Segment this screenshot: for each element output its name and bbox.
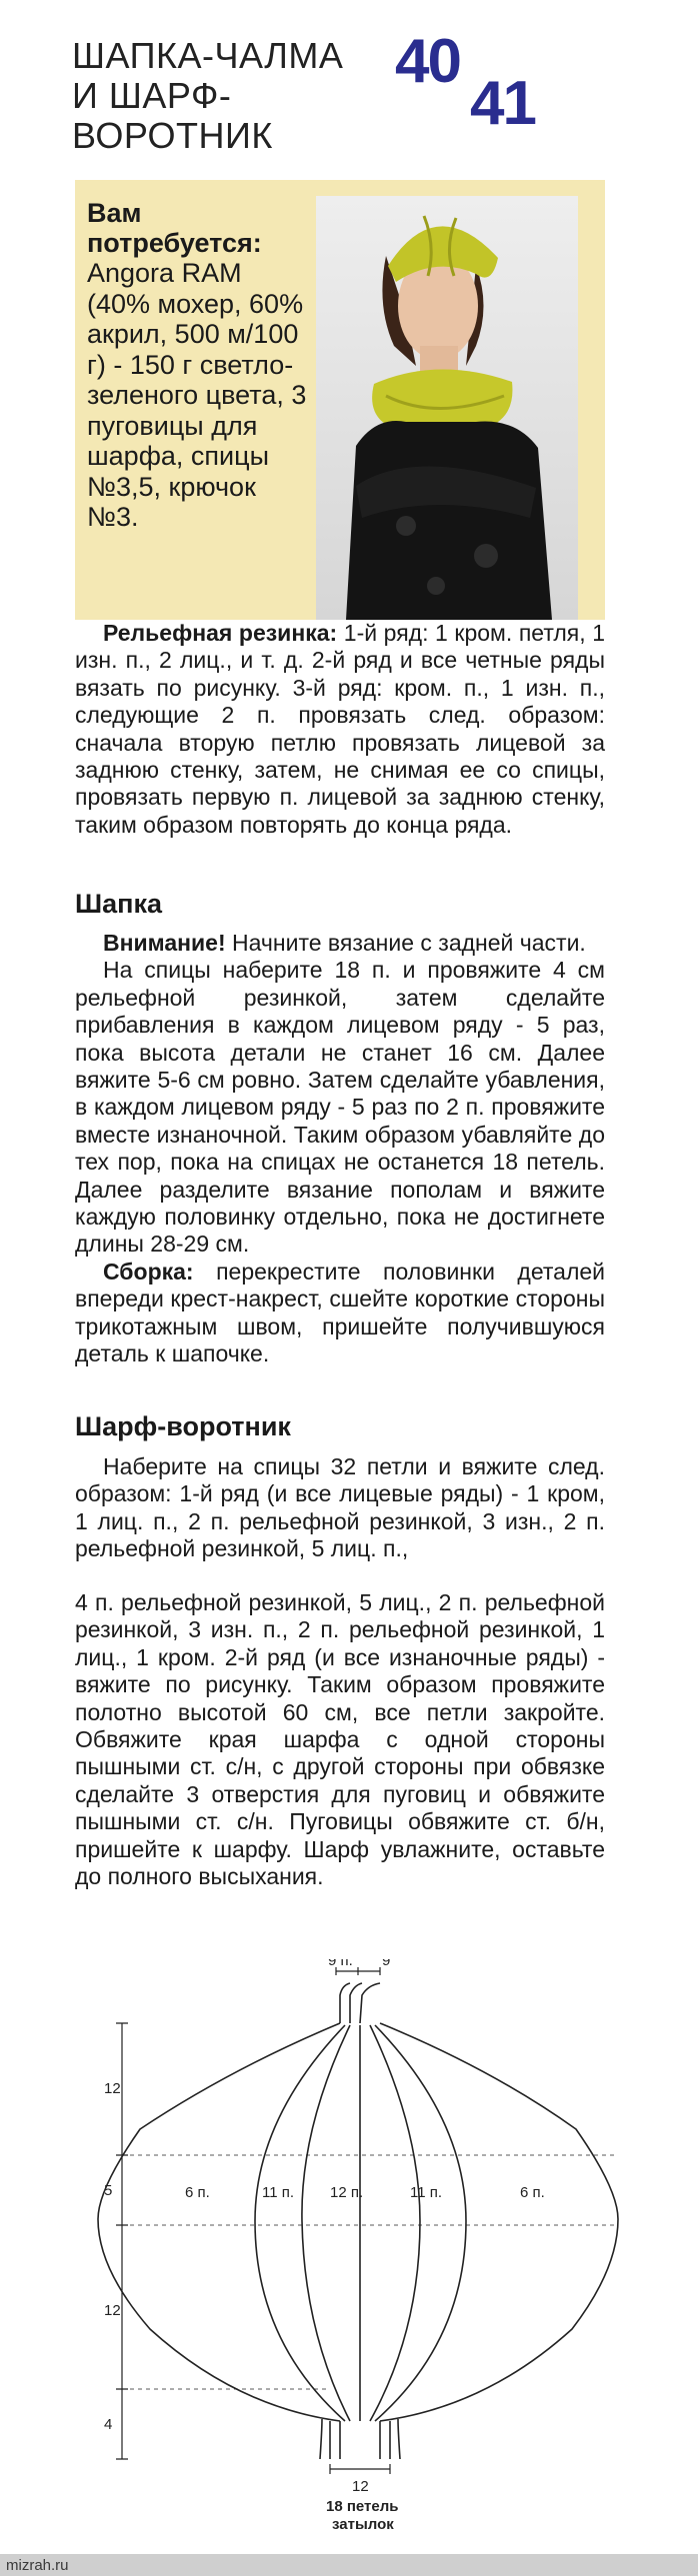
page-title [72, 36, 372, 156]
diagram-bottom-caption-2: затылок [332, 2516, 394, 2533]
attention-text: Начните вязание с задней части. [232, 930, 586, 956]
diagram-left-label-1: 12 [104, 2080, 121, 2097]
diagram-top-label-2: 9 [382, 1959, 391, 1969]
diagram-row-label-4: 11 п. [410, 2184, 443, 2201]
diagram-row-label-2: 11 п. [262, 2184, 295, 2201]
scarf-text-2: 4 п. рельефной резинкой, 5 лиц., 2 п. рельефной резинкой, 3 изн. п., 2 п. рельефной резинкой, 1 лиц., 1 кром. 2-й ряд (и все изнаночные ряды) - вяжите по рисунку. Таким образом провяжите полотно высотой 60 см, все петли закройте. Обвяжите края шарфа с одной стороны пышными ст. с/н, с другой стороны при обвязке сделайте 3 отверстия для пуговиц и обвяжите пышными ст. с/н. Пуговицы обвяжите ст. б/н, пришейте к шарфу. Шарф увлажните, оставьте до полного высыхания. [75, 1589, 605, 1890]
scarf-paragraph-part2 [75, 1589, 605, 1890]
hat-paragraphs [75, 930, 605, 1368]
hat-pattern-diagram [0, 1959, 698, 2559]
assembly-label: Сборка: [103, 1258, 194, 1285]
diagram-left-label-3: 12 [104, 2302, 121, 2319]
scarf-text-1: Наберите на спицы 32 петли и вяжите след. образом: 1-й ряд (и все лицевые ряды) - 1 кром, 1 лиц. п., 2 п. рельефной резинкой, 3 изн., 2 п. рельефной резинкой, 5 лиц. п., [75, 1453, 605, 1562]
rib-stitch-paragraph [75, 620, 605, 839]
footer-site-link[interactable]: mizrah.ru [6, 2557, 69, 2574]
materials-text: Angora RAM (40% мохер, 60% акрил, 500 м/100 г) - 150 г светло-зеленого цвета, 3 пуговицы для шарфа, спицы №3,5, крючок №3. [87, 258, 307, 532]
pattern-diagram-svg [0, 1959, 698, 2559]
title-line-3: ВОРОТНИК [72, 115, 273, 156]
scarf-heading: Шарф-воротник [75, 1411, 291, 1441]
diagram-bottom-caption-1: 18 петель [326, 2498, 399, 2515]
footer-bar [0, 2554, 698, 2576]
pattern-number-top: 40 [395, 27, 460, 96]
model-photo [316, 196, 578, 620]
diagram-row-label-1: 6 п. [185, 2184, 210, 2201]
title-line-2: И ШАРФ- [72, 75, 232, 116]
assembly-text: перекрестите половинки деталей впереди крест-накрест, сшейте короткие стороны трикотажным швом, пришейте получившуюся деталь к шапочке. [75, 1258, 606, 1367]
diagram-row-label-5: 6 п. [520, 2184, 545, 2201]
hat-attention [75, 930, 605, 957]
title-line-1: ШАПКА-ЧАЛМА [72, 35, 344, 76]
materials-title: Вам потребуется: [87, 198, 262, 258]
attention-label: Внимание! [103, 930, 226, 956]
diagram-top-label-1: 9 п. [328, 1959, 353, 1969]
hat-main-text: На спицы наберите 18 п. и провяжите 4 см рельефной резинкой, затем сделайте прибавления в каждом лицевом ряду - 5 раз, пока высота детали не станет 16 см. Далее вяжите 5-6 см ровно. Затем сделайте убавления, в каждом лицевом ряду - 5 раз по 2 п. провяжите вместе изнаночной. Таким образом убавляйте до тех пор, пока на спицах не останется 18 петель. Далее разделите вязание пополам и вяжите каждую половинку отдельно, пока не достигнете длины 28-29 см. [75, 957, 605, 1258]
scarf-paragraph-part1 [75, 1453, 605, 1563]
diagram-bottom-width: 12 [352, 2478, 369, 2495]
hat-heading: Шапка [75, 889, 162, 919]
diagram-left-label-2: 5 [104, 2182, 113, 2199]
rib-text: 1-й ряд: 1 кром. петля, 1 изн. п., 2 лиц., и т. д. 2-й ряд и все четные ряды вязать по рисунку. 3-й ряд: кром. п., 1 изн. п., следующие 2 п. провязать след. образом: сначала вторую петлю провязать лицевой за заднюю стенку, затем, не снимая ее со спицы, провязать первую п. лицевой за заднюю стенку, таким образом повторять до конца ряда. [75, 620, 605, 838]
photo-illustration [316, 196, 578, 620]
pattern-number-bottom: 41 [470, 69, 535, 138]
hat-instructions [75, 957, 605, 1258]
diagram-left-label-4: 4 [104, 2416, 113, 2433]
diagram-row-label-3: 12 п. [330, 2184, 364, 2201]
rib-label: Рельефная резинка: [103, 620, 338, 646]
hat-assembly [75, 1259, 605, 1368]
